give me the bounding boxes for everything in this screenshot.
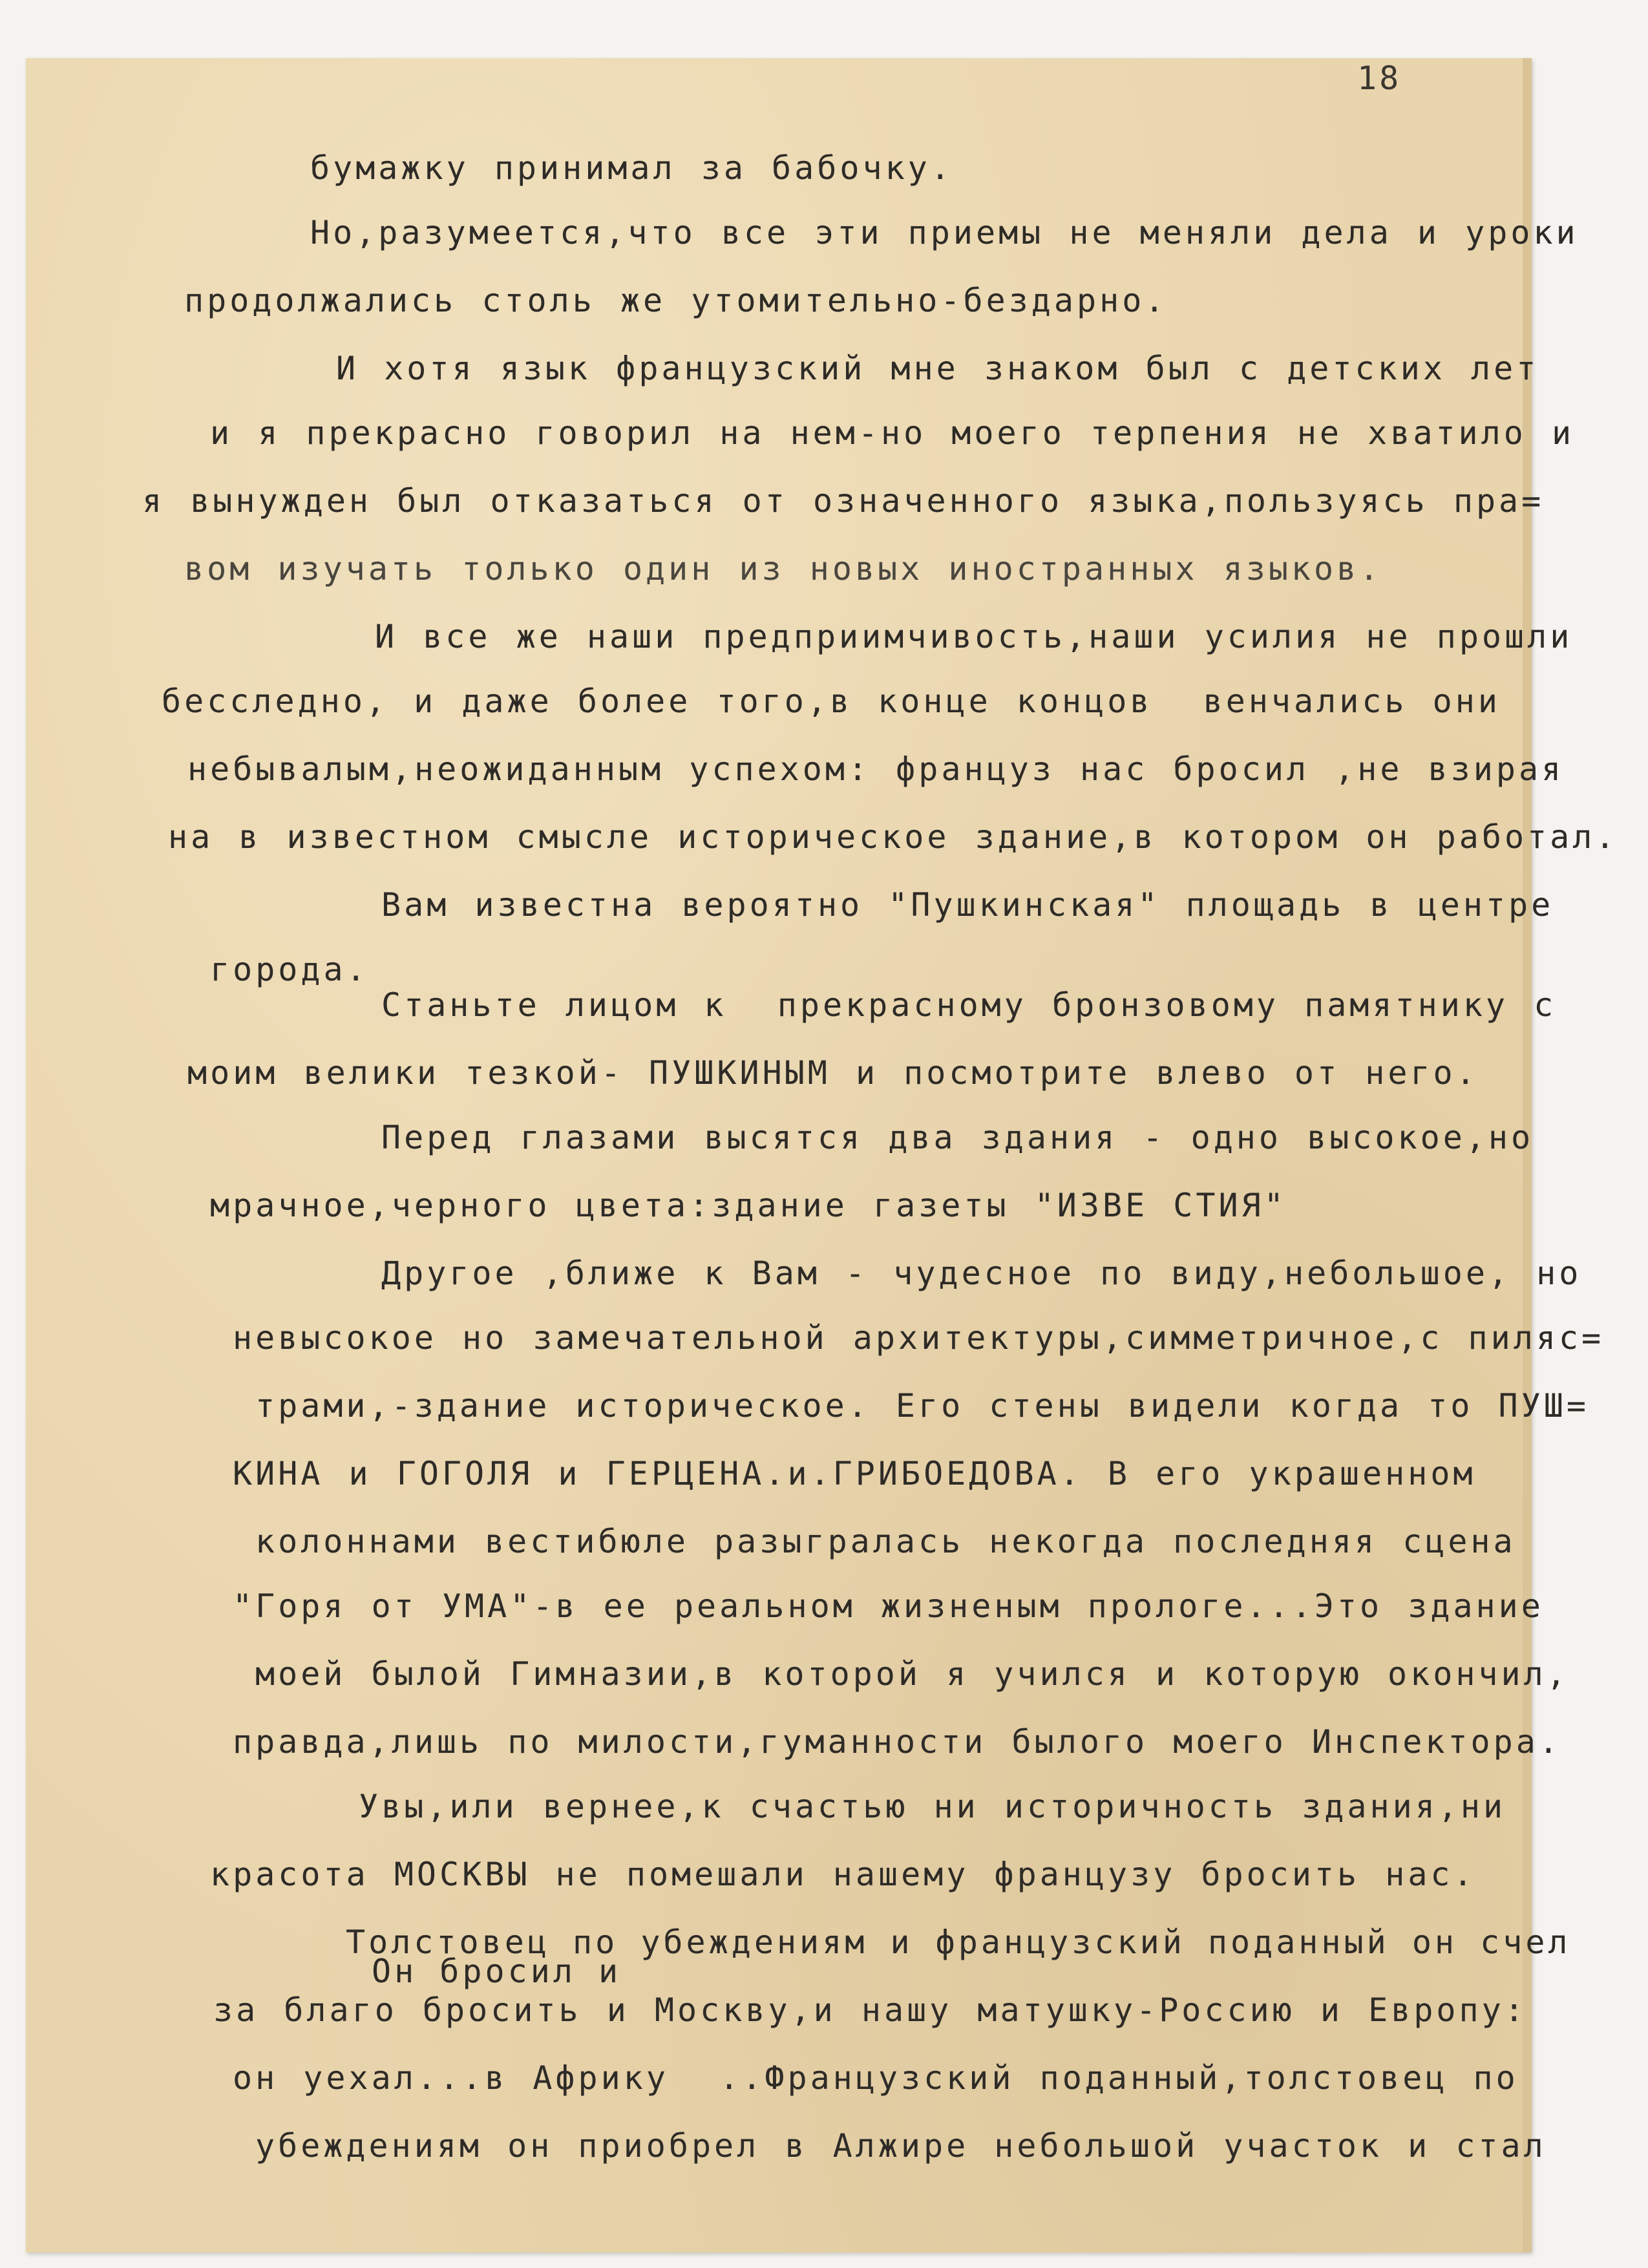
text-line: небывалым,неожиданным успехом: француз нас бросил ,не взирая (187, 750, 1565, 788)
page-number: 18 (1357, 59, 1402, 97)
text-line: трами,-здание историческое. Его стены видели когда то ПУШ= (255, 1387, 1589, 1425)
inserted-text: Он бросил и (372, 1953, 622, 1990)
text-line: вом изучать только один из новых иностранных языков. (184, 550, 1382, 588)
text-line: я вынужден был отказаться от означенного языка,пользуясь пра= (142, 482, 1545, 520)
text-line: Вам известна вероятно "Пушкинская" площадь в центре (381, 886, 1554, 924)
text-line: "Горя от УМА"-в ее реальном жизненым прологе...Это здание (233, 1587, 1544, 1625)
text-line: за благо бросить и Москву,и нашу матушку-Россию и Европу: (213, 1991, 1527, 2029)
text-line: на в известном смысле историческое здание,в котором он работал. (168, 818, 1618, 856)
struck-over-line: Толстовец по убеждениям и французский поданный он счел (346, 1924, 1571, 1961)
text-line: Перед глазами высятся два здания - одно высокое,но (381, 1119, 1534, 1156)
text-line: невысокое но замечательной архитектуры,симметричное,с пиляс= (233, 1319, 1605, 1357)
text-line: Увы,или вернее,к счастью ни историчность здания,ни (359, 1788, 1506, 1825)
text-line: правда,лишь по милости,гуманности былого моего Инспектора. (233, 1723, 1561, 1761)
text-line: моим велики тезкой- ПУШКИНЫМ и посмотрите влево от него. (187, 1054, 1479, 1092)
text-line: Другое ,ближе к Вам - чудесное по виду,небольшое, но (381, 1255, 1582, 1292)
text-line: моей былой Гимназии,в которой я учился и которую окончил, (255, 1655, 1569, 1693)
text-line: красота МОСКВЫ не помешали нашему французу бросить нас. (210, 1856, 1476, 1893)
text-line: убеждениям он приобрел в Алжире небольшой участок и стал (255, 2127, 1547, 2165)
text-line: он уехал...в Африку ..Французский поданный,толстовец по (233, 2059, 1519, 2097)
text-line: И все же наши предприимчивость,наши усилия не прошли (375, 618, 1573, 655)
text-line: бумажку принимал за бабочку. (310, 149, 953, 187)
text-line: КИНА и ГОГОЛЯ и ГЕРЦЕНА.и.ГРИБОЕДОВА. В его украшенном (233, 1455, 1476, 1492)
text-line: Но,разумеется,что все эти приемы не меняли дела и уроки (310, 214, 1579, 251)
text-line: Станьте лицом к прекрасному бронзовому памятнику с (381, 986, 1557, 1024)
text-line: бесследно, и даже более того,в конце концов венчались они (162, 683, 1501, 720)
text-line: продолжались столь же утомительно-бездарно. (184, 282, 1168, 319)
text-line: колоннами вестибюле разыгралась некогда последняя сцена (255, 1523, 1516, 1560)
text-line: И хотя язык французский мне знаком был с детских лет (336, 350, 1539, 387)
text-line: города. (210, 951, 369, 988)
text-line: и я прекрасно говорил на нем-но моего терпения не хватило и (210, 414, 1575, 452)
text-line: мрачное,черного цвета:здание газеты "ИЗВЕ СТИЯ" (210, 1187, 1287, 1224)
